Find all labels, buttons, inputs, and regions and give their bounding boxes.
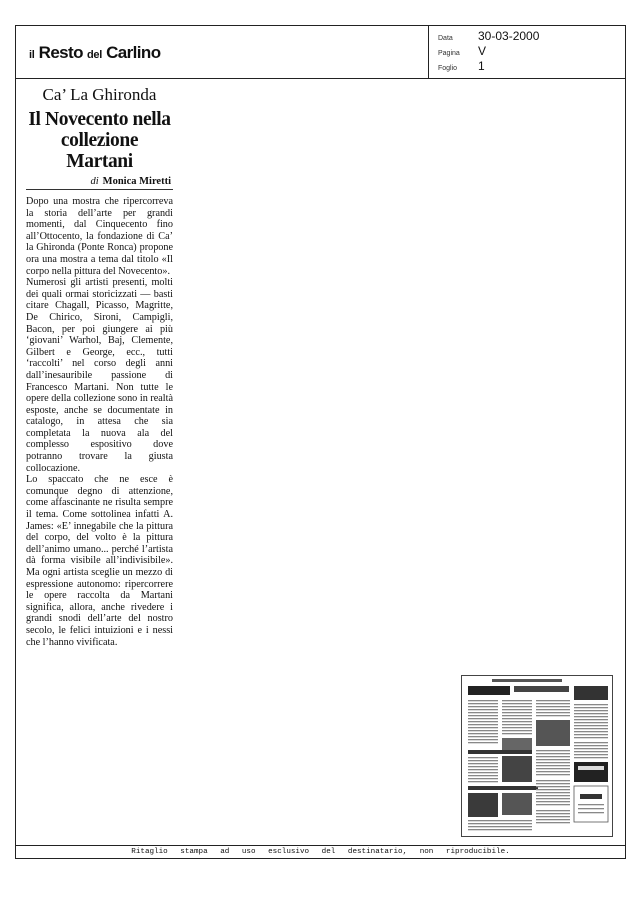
foglio-label: Foglio — [438, 65, 458, 72]
newspaper-page-thumbnail-icon — [461, 675, 613, 837]
byline-author: Monica Miretti — [102, 176, 171, 187]
article-column — [26, 85, 173, 648]
data-label: Data — [438, 35, 453, 42]
newspaper-masthead — [29, 43, 161, 63]
article-paragraph-2: Numerosi gli artisti presenti, molti dei quali ormai storicizzati — basti citare Chagall, Picasso, Magritte, De Chirico, Sironi, Campigli, Bacon, per poi giungere ai più ‘giovani’ Warhol, Baj, Clemente, Gilbert e George, ecc., tutti ‘raccolti’ nel corso degli anni dall’inesauribile passione di Francesco Martani. Non tutte le opere della collezione sono in realtà esposte, anche se documentate in catalogo, in attesa che sia completata la nuova ala del complesso espositivo dove potranno trovare la giusta collocazione. — [26, 277, 173, 474]
meta-row-pagina — [438, 44, 486, 58]
data-value: 30-03-2000 — [478, 29, 540, 43]
foglio-value: 1 — [478, 59, 485, 73]
pagina-value: V — [478, 44, 487, 58]
masthead-del: del — [87, 49, 102, 61]
clipping-header — [15, 25, 626, 79]
meta-row-data — [438, 29, 539, 43]
masthead-resto: Resto — [38, 43, 83, 62]
masthead-il: il — [29, 49, 35, 61]
article-paragraph-1: Dopo una mostra che ripercorreva la storia dell’arte per grandi momenti, dal Cinquecento fino all’Ottocento, la fondazione di Ca’ la Ghironda (Ponte Ronca) propone ora una mostra a tema dal titolo «Il corpo nella pittura del Novecento». — [26, 196, 173, 277]
article-body — [26, 196, 173, 648]
clipping-meta-box — [428, 25, 626, 78]
article-paragraph-3: Lo spaccato che ne esce è comunque degno di attenzione, come affascinante ne risulta sempre il tema. Come sottolinea infatti A. James: «E’ innegabile che la pittura del corpo, del volto è la pittura dell’animo umano... perché l’artista dà forma visibile all’indivisibile». Ma ogni artista sceglie un mezzo di espressione autonomo: ripercorrere le opere raccolta da Martani significa, allora, anche rivedere i grandi snodi dell’arte del nostro secolo, le felici intuizioni e i nessi che l’hanno vivificata. — [26, 474, 173, 648]
masthead-carlino: Carlino — [106, 43, 161, 62]
clipping-footer-notice: Ritaglio stampa ad uso esclusivo del destinatario, non riproducibile. — [15, 845, 626, 859]
article-headline: Il Novecento nella collezione Martani — [28, 109, 171, 172]
article-kicker: Ca’ La Ghironda — [42, 85, 157, 104]
pagina-label: Pagina — [438, 50, 460, 57]
article-byline — [26, 176, 173, 187]
meta-row-foglio — [438, 59, 485, 73]
byline-prefix: di — [90, 176, 99, 187]
byline-rule — [26, 189, 173, 190]
